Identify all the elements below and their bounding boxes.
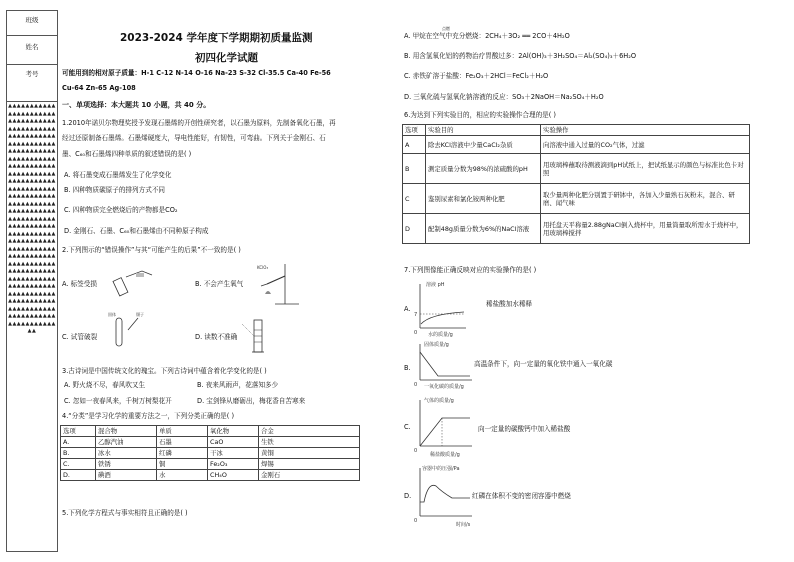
table-cell: 用玻璃棒蘸取待测液滴到pH试纸上，把试纸显示的颜色与标准比色卡对照 (541, 154, 750, 184)
q7-option-c-desc: 向一定量的碳酸钙中加入稀盐酸 (478, 425, 571, 433)
table-cell: CaO (208, 437, 259, 448)
q5-stem: 5.下列化学方程式与事实相符且正确的是( ) (62, 509, 188, 517)
table-cell: C. (61, 459, 96, 470)
table-cell: 焊锡 (259, 459, 360, 470)
q5-option-d[interactable]: D. 三氧化硫与氢氧化钠溶液的反应：SO₃＋2NaOH＝Na₂SO₄＋H₂O (404, 93, 604, 101)
section-heading: 一、单项选择：本大题共 10 小题，共 40 分。 (62, 101, 211, 109)
table-cell: B (403, 154, 426, 184)
table-cell: 向溶液中通入过量的CO₂气体，过滤 (541, 136, 750, 154)
q2-option-b[interactable]: B. 不会产生氧气 (195, 280, 244, 288)
table-cell: 铁锈 (96, 459, 157, 470)
table-cell: A. (61, 437, 96, 448)
cylinder-reading-figure (240, 318, 270, 356)
binding-strip (6, 10, 58, 552)
page-subtitle: 初四化学试题 (195, 52, 258, 64)
q5-option-b[interactable]: B. 用含氢氧化铝的药物治疗胃酸过多：2Al(OH)₃＋3H₂SO₄＝Al₂(SO₄)₃＋6H₂O (404, 52, 637, 60)
tube-crack-figure (108, 310, 156, 350)
q4-table (60, 425, 360, 481)
q3-option-d[interactable]: D. 宝剑锋从磨砺出，梅花香自苦寒来 (197, 397, 306, 405)
svg-text:0: 0 (414, 518, 418, 524)
q2-stem: 2.下列图示的“错误操作”与其“可能产生的后果”不一致的是( ) (62, 246, 241, 254)
atomic-masses-line2: Cu-64 Zn-65 Ag-108 (62, 84, 136, 92)
table-header: 单质 (157, 426, 208, 437)
table-cell: 取少量两种化肥分别置于研钵中，各加入少量熟石灰粉末，混合、研磨、闻气味 (541, 184, 750, 214)
q7-option-d-desc: 红磷在体积不变的密闭容器中燃烧 (472, 492, 571, 500)
q7d-xlabel: 时间/s (456, 522, 471, 528)
table-cell: 碘酒 (96, 470, 157, 481)
q1-option-c[interactable]: C. 四种物质完全燃烧后的产物都是CO₂ (64, 206, 178, 214)
table-cell: 干冰 (208, 448, 259, 459)
table-cell: 冰水 (96, 448, 157, 459)
table-header: 实验目的 (426, 125, 541, 136)
atomic-masses-line1: 可能用到的相对原子质量：H-1 C-12 N-14 O-16 Na-23 S-32 Cl-35.5 Ca-40 Fe-56 (62, 69, 331, 77)
c-fig-label-left: 固体 (108, 312, 116, 317)
q7-graph-b (412, 338, 474, 390)
q1-stem-1: 1.2010年诺贝尔物理奖授予发现石墨烯的开创性研究者，以石墨为原料，先制备氧化石墨，再 (62, 119, 336, 127)
table-header-row (403, 125, 750, 136)
q4-stem: 4.“分类”是学习化学的重要方法之一，下列分类正确的是( ) (62, 412, 235, 420)
table-cell: 黄铜 (259, 448, 360, 459)
table-cell: 铜 (157, 459, 208, 470)
name-label: 姓名 (25, 43, 39, 51)
label-damage-figure (108, 265, 158, 301)
id-label: 考号 (25, 70, 39, 78)
q5-option-a[interactable]: A. 甲烷在空气中充分燃烧：2CH₄＋3O₂ ══ 2CO＋4H₂O (404, 32, 570, 40)
q5-option-c[interactable]: C. 赤铁矿溶于盐酸：Fe₂O₃＋2HCl＝FeCl₂＋H₂O (404, 72, 549, 80)
table-cell: 生铁 (259, 437, 360, 448)
table-row (61, 448, 360, 459)
q7c-xlabel: 稀盐酸质量/g (430, 452, 460, 458)
q7d-ylabel: 容器中的压强/Pa (422, 466, 460, 472)
q7b-xlabel: 一氧化碳的质量/g (424, 384, 464, 390)
q7a-ylabel: 溶液 pH (426, 282, 445, 288)
table-header: 合金 (259, 426, 360, 437)
table-header: 选项 (61, 426, 96, 437)
b-fig-label: KClO₃ (257, 265, 269, 270)
class-field[interactable] (7, 11, 57, 36)
name-field[interactable] (7, 36, 57, 65)
q3-option-b[interactable]: B. 夜来风雨声，花落知多少 (197, 381, 279, 389)
table-cell: 用托盘天平称量2.88gNaCl倒入烧杯中，用量筒量取所需水于烧杯中，用玻璃棒搅拌 (541, 214, 750, 244)
table-cell: B. (61, 448, 96, 459)
seal-line-marks: ▲▲▲▲▲▲▲▲▲▲▲▲▲▲▲▲▲▲▲▲▲▲▲▲▲▲▲▲▲▲▲▲▲▲▲▲▲▲▲▲▲▲▲▲▲▲▲▲▲▲▲▲▲▲▲▲▲▲▲▲▲▲▲▲▲▲▲▲▲▲▲▲▲▲▲▲▲▲▲▲▲▲▲▲▲▲▲▲▲▲▲▲▲▲▲▲▲▲▲▲▲▲▲▲▲▲▲▲▲▲▲▲▲▲▲▲▲▲▲▲▲▲▲▲▲▲▲▲▲▲▲▲▲▲▲▲▲▲▲▲▲▲▲▲▲▲▲▲▲▲▲▲▲▲▲▲▲▲▲▲▲▲▲▲▲▲▲▲▲▲▲▲▲▲▲▲▲▲▲▲▲▲▲▲▲▲▲▲▲▲▲▲▲▲▲▲▲▲▲▲▲▲▲▲▲▲▲▲▲▲▲▲▲▲▲▲▲▲▲▲▲▲▲▲▲▲▲▲▲▲▲▲▲▲▲▲▲▲▲▲▲▲▲▲▲▲▲▲▲▲▲▲▲▲▲▲▲▲▲▲▲▲▲▲▲▲▲▲▲▲▲▲▲▲▲▲▲▲▲▲▲▲▲▲▲▲▲▲▲▲▲▲▲▲▲▲▲▲▲▲▲▲▲▲▲▲▲▲▲▲▲▲▲▲▲▲▲▲▲▲▲▲▲▲▲▲▲▲▲▲▲▲ (8, 103, 56, 334)
table-cell: 红磷 (157, 448, 208, 459)
q6-stem: 6.为达到下列实验目的，相应的实验操作合理的是( ) (404, 111, 556, 119)
table-cell: Fe₂O₃ (208, 459, 259, 470)
svg-text:0: 0 (414, 382, 418, 388)
class-label: 班级 (25, 16, 39, 24)
q7a-xlabel: 水的质量/g (428, 332, 453, 338)
q7-option-d-letter[interactable]: D. (404, 492, 412, 500)
q7-graph-c (412, 394, 474, 460)
q7c-ylabel: 气体的质量/g (424, 398, 454, 404)
q2-option-c[interactable]: C. 试管破裂 (62, 333, 98, 341)
q7-stem: 7.下列图像能正确反映对应的实验操作的是( ) (404, 266, 537, 274)
q7-graph-a (412, 278, 468, 338)
table-row (403, 214, 750, 244)
table-cell: 石墨 (157, 437, 208, 448)
table-cell: C (403, 184, 426, 214)
q2-option-d[interactable]: D. 读数不准确 (195, 333, 238, 341)
table-row (403, 154, 750, 184)
svg-text:0: 0 (414, 448, 418, 454)
table-cell: 水 (157, 470, 208, 481)
table-header: 氧化物 (208, 426, 259, 437)
q3-option-a[interactable]: A. 野火烧不尽，春风吹又生 (64, 381, 146, 389)
q6-table (402, 124, 750, 244)
q7-option-b-letter[interactable]: B. (404, 364, 411, 372)
table-header: 混合物 (96, 426, 157, 437)
id-field[interactable] (7, 65, 57, 102)
q1-option-b[interactable]: B. 四种物质碳原子的排列方式不同 (64, 186, 166, 194)
q7-option-a-desc: 稀盐酸加水稀释 (486, 300, 533, 308)
svg-text:0: 0 (414, 330, 418, 336)
table-header: 实验操作 (541, 125, 750, 136)
table-cell: 除去KCl溶液中少量CaCl₂杂质 (426, 136, 541, 154)
q1-option-d[interactable]: D. 金刚石、石墨、C₆₀和石墨烯由不同种原子构成 (64, 227, 209, 235)
table-row (403, 136, 750, 154)
table-cell: CH₄O (208, 470, 259, 481)
table-cell: 测定质量分数为98%的浓硫酸的pH (426, 154, 541, 184)
table-row (61, 437, 360, 448)
table-cell: 金刚石 (259, 470, 360, 481)
table-row (61, 470, 360, 481)
q7-graph-d (412, 462, 476, 528)
table-header: 选项 (403, 125, 426, 136)
q7-option-b-desc: 高温条件下，向一定量的氧化铁中通入一氧化碳 (474, 360, 613, 368)
oxygen-apparatus-figure (255, 262, 305, 306)
table-cell: 鉴别尿素和氯化铵两种化肥 (426, 184, 541, 214)
q1-option-a[interactable]: A. 将石墨变成石墨烯发生了化学变化 (64, 171, 172, 179)
q3-option-c[interactable]: C. 忽如一夜春风来，千树万树梨花开 (64, 397, 172, 405)
q1-stem-2: 经过还原制备石墨烯。石墨烯硬度大，导电性能好，有韧性，可弯曲。下列关于金刚石、石 (62, 134, 326, 142)
table-row (61, 459, 360, 470)
q7-option-a-letter[interactable]: A. (404, 305, 411, 313)
page-title: 2023-2024 学年度下学期期初质量监测 (120, 32, 313, 44)
table-cell: 乙醇汽油 (96, 437, 157, 448)
table-cell: 配制48g质量分数为6%的NaCl溶液 (426, 214, 541, 244)
c-fig-label-right: 镊子 (136, 312, 144, 317)
table-cell: A (403, 136, 426, 154)
table-row (403, 184, 750, 214)
q7a-mark: 7 (414, 312, 418, 318)
table-header-row (61, 426, 360, 437)
q7-option-c-letter[interactable]: C. (404, 423, 411, 431)
q5-condition-a: 点燃 (442, 26, 450, 31)
table-cell: D (403, 214, 426, 244)
q2-option-a[interactable]: A. 标签受损 (62, 280, 97, 288)
q7b-ylabel: 固体质量/g (424, 342, 449, 348)
table-cell: D. (61, 470, 96, 481)
q1-stem-3: 墨、C₆₀和石墨烯四种单质的叙述错误的是( ) (62, 150, 192, 158)
q3-stem: 3.古诗词是中国传统文化的瑰宝。下列古诗词中蕴含着化学变化的是( ) (62, 367, 267, 375)
